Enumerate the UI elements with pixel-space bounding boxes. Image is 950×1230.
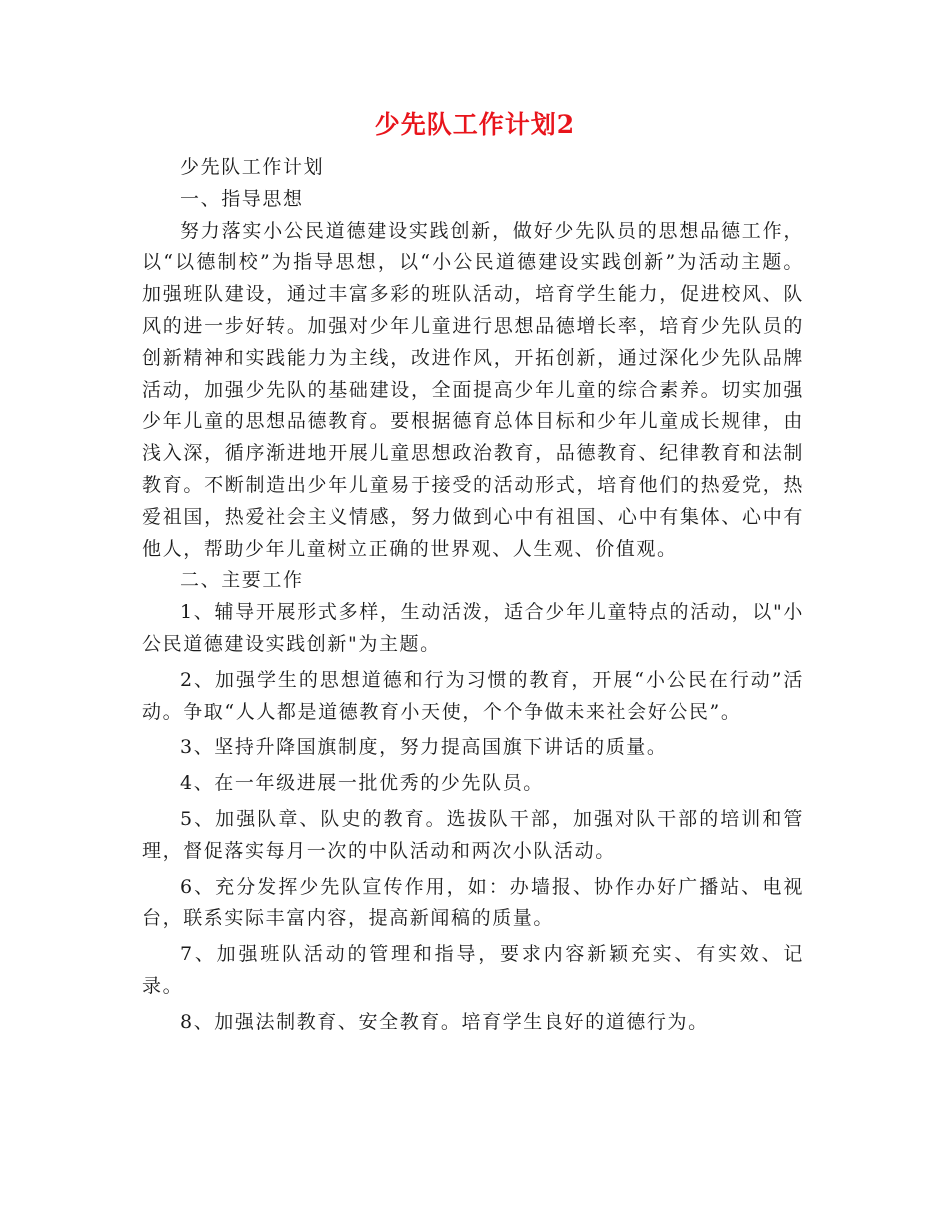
list-item: 4、在一年级进展一批优秀的少先队员。: [180, 772, 544, 795]
list-item: 5、加强队章、队史的教育。选拔队干部，加强对队干部的培训和管理，督促落实每月一次的中队活动和两次小队活动。: [142, 807, 804, 862]
list-item: 2、加强学生的思想道德和行为习惯的教育，开展“小公民在行动”活动。争取“人人都是道德教育小天使，个个争做未来社会好公民”。: [142, 668, 804, 723]
subtitle-paragraph: 少先队工作计划: [180, 156, 325, 178]
section-heading-guiding-ideology: 一、指导思想: [180, 187, 304, 210]
list-item: 8、加强法制教育、安全教育。培育学生良好的道德行为。: [180, 1010, 709, 1033]
document-title: 少先队工作计划2: [374, 110, 576, 139]
list-item: 7、加强班队活动的管理和指导，要求内容新颖充实、有实效、记录。: [142, 943, 804, 997]
list-item: 1、辅导开展形式多样，生动活泼，适合少年儿童特点的活动，以"小公民道德建设实践创新"为主题。: [142, 601, 804, 655]
list-item: 6、充分发挥少先队宣传作用，如：办墙报、协作办好广播站、电视台，联系实际丰富内容，提高新闻稿的质量。: [142, 875, 804, 930]
document-body: [142, 152, 804, 1039]
list-item: 3、坚持升降国旗制度，努力提高国旗下讲话的质量。: [180, 736, 668, 759]
body-paragraph: 努力落实小公民道德建设实践创新，做好少先队员的思想品德工作，以“以德制校”为指导思想，以“小公民道德建设实践创新”为活动主题。加强班队建设，通过丰富多彩的班队活动，培育学生能力，促进校风、队风的进一步好转。加强对少年儿童进行思想品德增长率，培育少先队员的创新精神和实践能力为主线，改进作风，开拓创新，通过深化少先队品牌活动，加强少先队的基础建设，全面提高少年儿童的综合素养。切实加强少年儿童的思想品德教育。要根据德育总体目标和少年儿童成长规律，由浅入深，循序渐进地开展儿童思想政治教育，品德教育、纪律教育和法制教育。不断制造出少年儿童易于接受的活动形式，培育他们的热爱党，热爱祖国，热爱社会主义情感，努力做到心中有祖国、心中有集体、心中有他人，帮助少年儿童树立正确的世界观、人生观、价值观。: [142, 219, 804, 560]
section-heading-main-work: 二、主要工作: [180, 569, 304, 592]
